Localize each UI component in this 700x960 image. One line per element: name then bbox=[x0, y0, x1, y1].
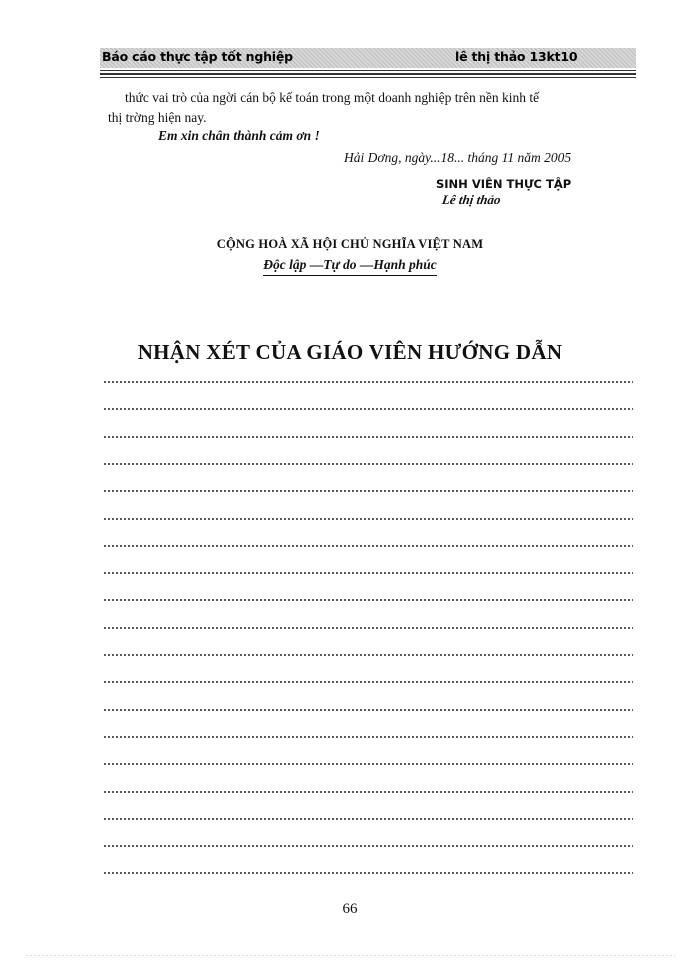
blank-comment-line bbox=[103, 681, 633, 683]
header-rule-middle bbox=[100, 73, 636, 75]
blank-comment-line bbox=[103, 791, 633, 793]
blank-comment-line bbox=[103, 627, 633, 629]
blank-comment-line bbox=[103, 736, 633, 738]
blank-comment-line bbox=[103, 599, 633, 601]
body-text-line-2: thị trờng hiện nay. bbox=[108, 110, 207, 125]
page-edge-dots bbox=[25, 955, 675, 956]
blank-comment-line bbox=[103, 463, 633, 465]
nation-name: CỘNG HOÀ XÃ HỘI CHỦ NGHĨA VIỆT NAM bbox=[216, 237, 484, 251]
blank-comment-line bbox=[103, 490, 633, 492]
place-date-line: Hải Dơng, ngày...18... tháng 11 năm 2005 bbox=[344, 150, 572, 165]
motto-container bbox=[0, 256, 700, 276]
blank-comment-line bbox=[103, 872, 633, 874]
blank-comment-line bbox=[103, 654, 633, 656]
blank-comment-line bbox=[103, 818, 633, 820]
header-report-title: Báo cáo thực tập tốt nghiệp bbox=[102, 49, 293, 64]
blank-comment-line bbox=[103, 518, 633, 520]
student-label: SINH VIÊN THỰC TẬP bbox=[436, 177, 572, 191]
section-title: NHẬN XÉT CỦA GIÁO VIÊN HƯỚNG DẪN bbox=[137, 340, 563, 364]
blank-comment-line bbox=[103, 381, 633, 383]
nation-motto: Độc lập —Tự do —Hạnh phúc bbox=[263, 257, 436, 276]
header-author: lê thị thảo 13kt10 bbox=[455, 49, 578, 64]
blank-comment-line bbox=[103, 572, 633, 574]
blank-comment-line bbox=[103, 763, 633, 765]
header-rule-bottom bbox=[100, 77, 636, 78]
thanks-text: Em xin chân thành cảm ơn ! bbox=[158, 128, 320, 143]
body-text-line-1: thức vai trò của ngời cán bộ kế toán trong một doanh nghiệp trên nền kinh tế bbox=[125, 90, 540, 105]
signature: Lê thị thảo bbox=[441, 192, 502, 207]
blank-comment-line bbox=[103, 436, 633, 438]
blank-comment-line bbox=[103, 408, 633, 410]
blank-comment-line bbox=[103, 845, 633, 847]
page-number: 66 bbox=[342, 901, 358, 917]
blank-comment-line bbox=[103, 709, 633, 711]
header-rule-top bbox=[100, 70, 636, 71]
blank-comment-line bbox=[103, 545, 633, 547]
